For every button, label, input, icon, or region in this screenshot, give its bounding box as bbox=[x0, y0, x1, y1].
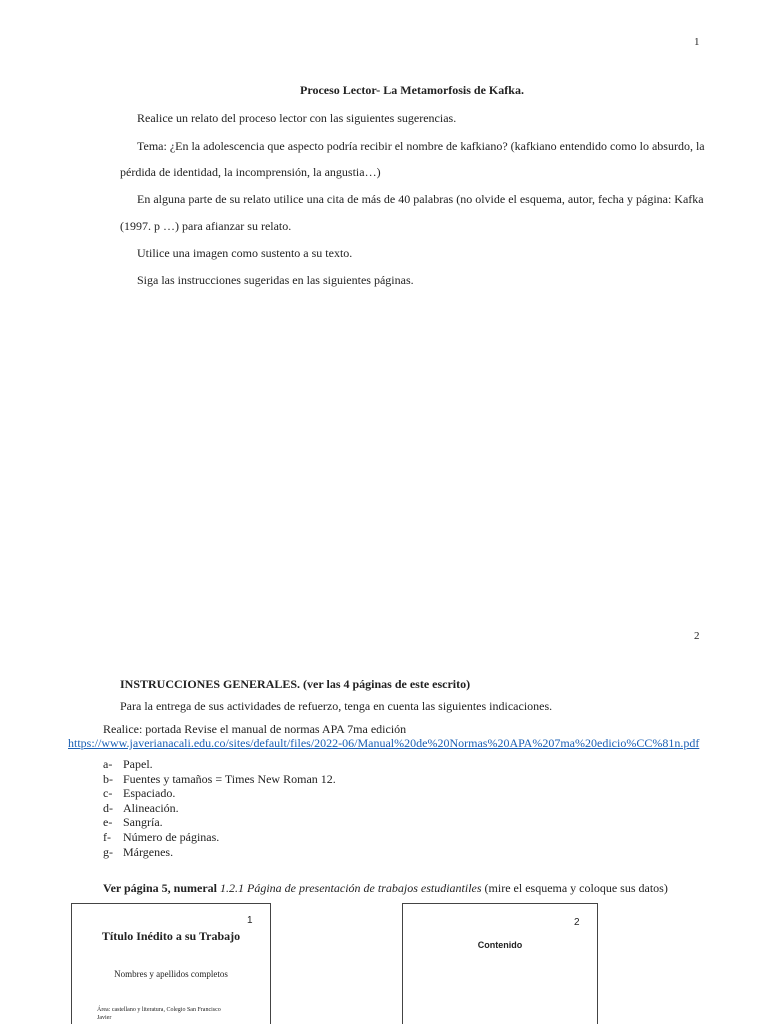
list-item-text: Espaciado. bbox=[123, 786, 176, 800]
list-item bbox=[103, 801, 179, 816]
cita-paragraph-line1: En alguna parte de su relato utilice una cita de más de 40 palabras (no olvide el esquema, autor, fecha y página: Kafka bbox=[137, 192, 704, 206]
box-area-line2: Javier bbox=[97, 1015, 112, 1021]
list-marker: b- bbox=[103, 772, 113, 786]
realice-text: Realice: portada Revise el manual de normas APA 7ma edición bbox=[103, 722, 407, 736]
list-item-text: Fuentes y tamaños = Times New Roman 12. bbox=[123, 772, 336, 786]
list-marker: c- bbox=[103, 786, 113, 800]
sample-cover-page bbox=[71, 903, 271, 1024]
ver-italic: 1.2.1 Página de presentación de trabajos estudiantiles bbox=[220, 881, 482, 895]
list-item bbox=[103, 815, 163, 830]
list-item-text: Papel. bbox=[123, 757, 153, 771]
cita-paragraph-line2: (1997. p …) para afianzar su relato. bbox=[120, 219, 292, 233]
box-subtitle: Nombres y apellidos completos bbox=[114, 969, 228, 979]
section-heading: INSTRUCCIONES GENERALES. (ver las 4 páginas de este escrito) bbox=[120, 677, 471, 691]
page-number: 2 bbox=[694, 630, 700, 642]
list-marker: a- bbox=[103, 757, 113, 771]
box-page-number: 2 bbox=[574, 917, 580, 928]
box-page-number: 1 bbox=[247, 915, 253, 926]
intro-paragraph: Realice un relato del proceso lector con las siguientes sugerencias. bbox=[137, 111, 457, 125]
tema-paragraph-line1: Tema: ¿En la adolescencia que aspecto podría recibir el nombre de kafkiano? (kafkiano entendido como lo absurdo, la bbox=[137, 139, 705, 153]
list-marker: f- bbox=[103, 830, 111, 844]
imagen-paragraph: Utilice una imagen como sustento a su texto. bbox=[137, 246, 353, 260]
list-marker: d- bbox=[103, 801, 113, 815]
apa-manual-link[interactable]: https://www.javerianacali.edu.co/sites/default/files/2022-06/Manual%20de%20Normas%20APA%207ma%20edicio%CC%81n.pdf bbox=[68, 736, 700, 750]
list-marker: e- bbox=[103, 815, 113, 829]
tema-paragraph-line2: pérdida de identidad, la incomprensión, la angustia…) bbox=[120, 165, 381, 179]
ver-pagina-line bbox=[103, 881, 668, 895]
list-item-text: Sangría. bbox=[123, 815, 163, 829]
box-title: Contenido bbox=[477, 940, 523, 950]
list-item-text: Márgenes. bbox=[123, 845, 174, 859]
list-item bbox=[103, 830, 219, 845]
box-title: Título Inédito a su Trabajo bbox=[101, 929, 241, 943]
page-number: 1 bbox=[694, 36, 700, 48]
sample-content-page bbox=[402, 903, 598, 1024]
box-area-line1: Área: castellano y literatura, Colegio San Francisco bbox=[97, 1007, 221, 1013]
list-item bbox=[103, 786, 175, 801]
page-title: Proceso Lector- La Metamorfosis de Kafka. bbox=[300, 83, 524, 97]
list-item bbox=[103, 772, 336, 787]
intro-paragraph: Para la entrega de sus actividades de refuerzo, tenga en cuenta las siguientes indicaciones. bbox=[120, 699, 553, 713]
list-item bbox=[103, 757, 153, 772]
list-marker: g- bbox=[103, 845, 113, 859]
ver-rest: (mire el esquema y coloque sus datos) bbox=[484, 881, 668, 895]
list-item-text: Alineación. bbox=[123, 801, 179, 815]
list-item-text: Número de páginas. bbox=[123, 830, 220, 844]
ver-bold: Ver página 5, numeral bbox=[103, 881, 218, 895]
list-item bbox=[103, 845, 173, 860]
siga-paragraph: Siga las instrucciones sugeridas en las siguientes páginas. bbox=[137, 273, 414, 287]
